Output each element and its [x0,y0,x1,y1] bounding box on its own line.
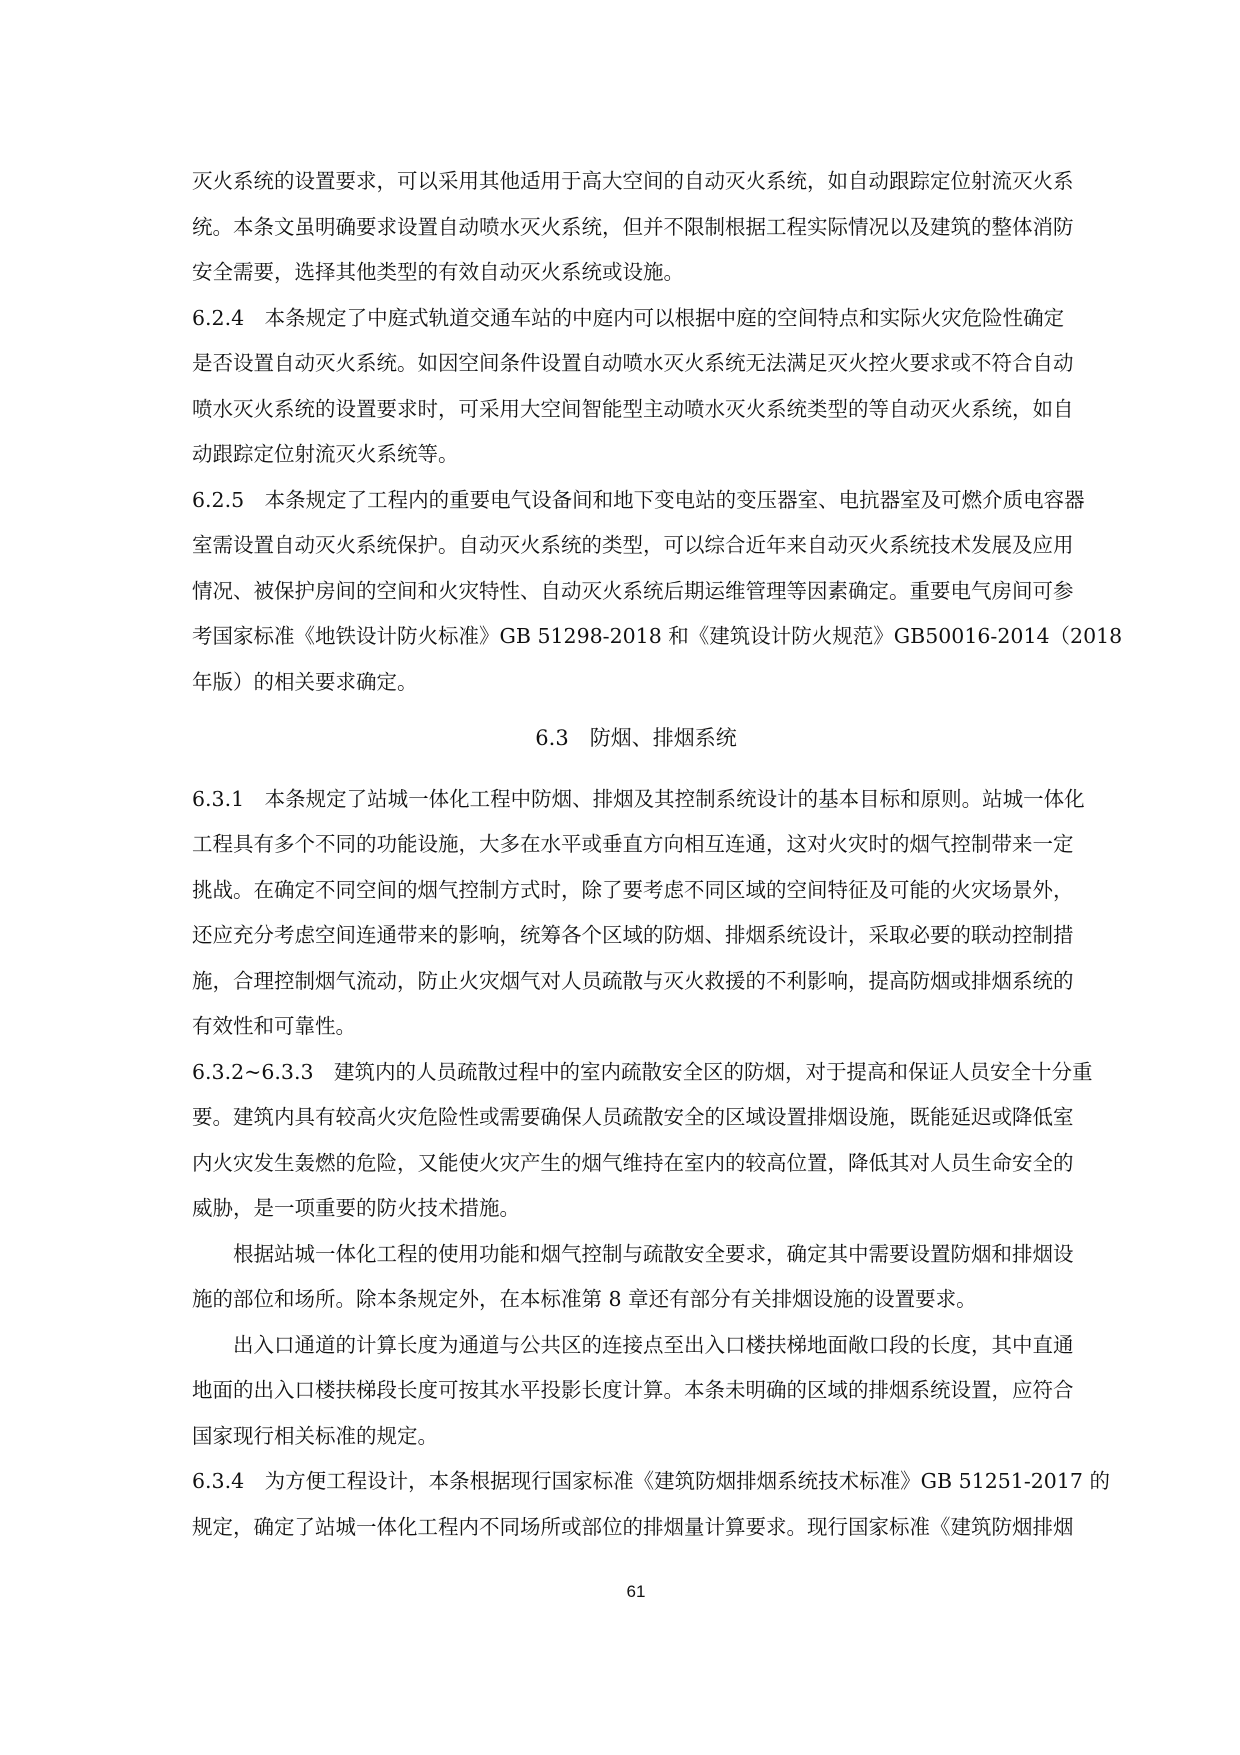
text-line: 6.3.4 为方便工程设计，本条根据现行国家标准《建筑防烟排烟系统技术标准》GB 51251-2017 的 [192,1469,1110,1493]
text-line: 出入口通道的计算长度为通道与公共区的连接点至出入口楼扶梯地面敞口段的长度，其中直通 [233,1332,1074,1357]
paragraph [192,1050,1093,1232]
text-line: 灭火系统的设置要求，可以采用其他适用于高大空间的自动灭火系统，如自动跟踪定位射流灭火系 [192,169,1074,193]
text-line: 6.3.2~6.3.3 建筑内的人员疏散过程中的室内疏散安全区的防烟，对于提高和保证人员安全十分重 [192,1059,1093,1084]
text-line: 根据站城一体化工程的使用功能和烟气控制与疏散安全要求，确定其中需要设置防烟和排烟设 [233,1241,1074,1266]
paragraph [192,478,1123,706]
text-line: 安全需要，选择其他类型的有效自动灭火系统或设施。 [192,260,684,284]
text-line: 年版）的相关要求确定。 [192,669,418,694]
text-line: 室需设置自动灭火系统保护。自动灭火系统的类型，可以综合近年来自动灭火系统技术发展及应用 [192,533,1074,557]
document-body [192,159,1123,1550]
text-line: 规定，确定了站城一体化工程内不同场所或部位的排烟量计算要求。现行国家标准《建筑防烟排烟 [192,1514,1074,1539]
text-line: 地面的出入口楼扶梯段长度可按其水平投影长度计算。本条未明确的区域的排烟系统设置，应符合 [192,1378,1074,1402]
text-line: 动跟踪定位射流灭火系统等。 [192,442,459,466]
section-heading: 6.3 防烟、排烟系统 [535,726,737,750]
paragraph [192,1232,1074,1323]
text-line: 施，合理控制烟气流动，防止火灾烟气对人员疏散与灭火救援的不利影响，提高防烟或排烟系统的 [192,968,1074,993]
text-line: 国家现行相关标准的规定。 [192,1423,438,1448]
paragraph [192,1323,1074,1460]
text-line: 情况、被保护房间的空间和火灾特性、自动灭火系统后期运维管理等因素确定。重要电气房间可参 [192,578,1074,603]
page-number: 61 [626,1582,646,1601]
text-line: 考国家标准《地铁设计防火标准》GB 51298-2018 和《建筑设计防火规范》GB50016-2014（2018 [192,624,1123,648]
text-line: 施的部位和场所。除本条规定外，在本标准第 8 章还有部分有关排烟设施的设置要求。 [192,1287,977,1311]
text-line: 工程具有多个不同的功能设施，大多在水平或垂直方向相互连通，这对火灾时的烟气控制带来一定 [192,832,1074,856]
paragraph [192,159,1074,296]
text-line: 6.3.1 本条规定了站城一体化工程中防烟、排烟及其控制系统设计的基本目标和原则。站城一体化 [192,786,1085,811]
text-line: 挑战。在确定不同空间的烟气控制方式时，除了要考虑不同区域的空间特征及可能的火灾场景外， [192,877,1074,902]
text-line: 6.2.4 本条规定了中庭式轨道交通车站的中庭内可以根据中庭的空间特点和实际火灾危险性确定 [192,305,1065,330]
text-line: 是否设置自动灭火系统。如因空间条件设置自动喷水灭火系统无法满足灭火控火要求或不符合自动 [192,351,1074,375]
text-line: 威胁，是一项重要的防火技术措施。 [192,1196,520,1220]
paragraph [192,296,1074,478]
text-line: 6.2.5 本条规定了工程内的重要电气设备间和地下变电站的变压器室、电抗器室及可燃介质电容器 [192,487,1085,512]
text-line: 有效性和可靠性。 [192,1014,356,1038]
text-line: 喷水灭火系统的设置要求时，可采用大空间智能型主动喷水灭火系统类型的等自动灭火系统，如自 [192,396,1074,421]
text-line: 要。建筑内具有较高火灾危险性或需要确保人员疏散安全的区域设置排烟设施，既能延迟或降低室 [192,1105,1074,1129]
text-line: 统。本条文虽明确要求设置自动喷水灭火系统，但并不限制根据工程实际情况以及建筑的整体消防 [192,214,1074,239]
text-line: 内火灾发生轰燃的危险，又能使火灾产生的烟气维持在室内的较高位置，降低其对人员生命安全的 [192,1150,1074,1175]
paragraph [192,777,1085,1050]
paragraph [192,1459,1110,1550]
text-line: 还应充分考虑空间连通带来的影响，统筹各个区域的防烟、排烟系统设计，采取必要的联动控制措 [192,923,1074,947]
